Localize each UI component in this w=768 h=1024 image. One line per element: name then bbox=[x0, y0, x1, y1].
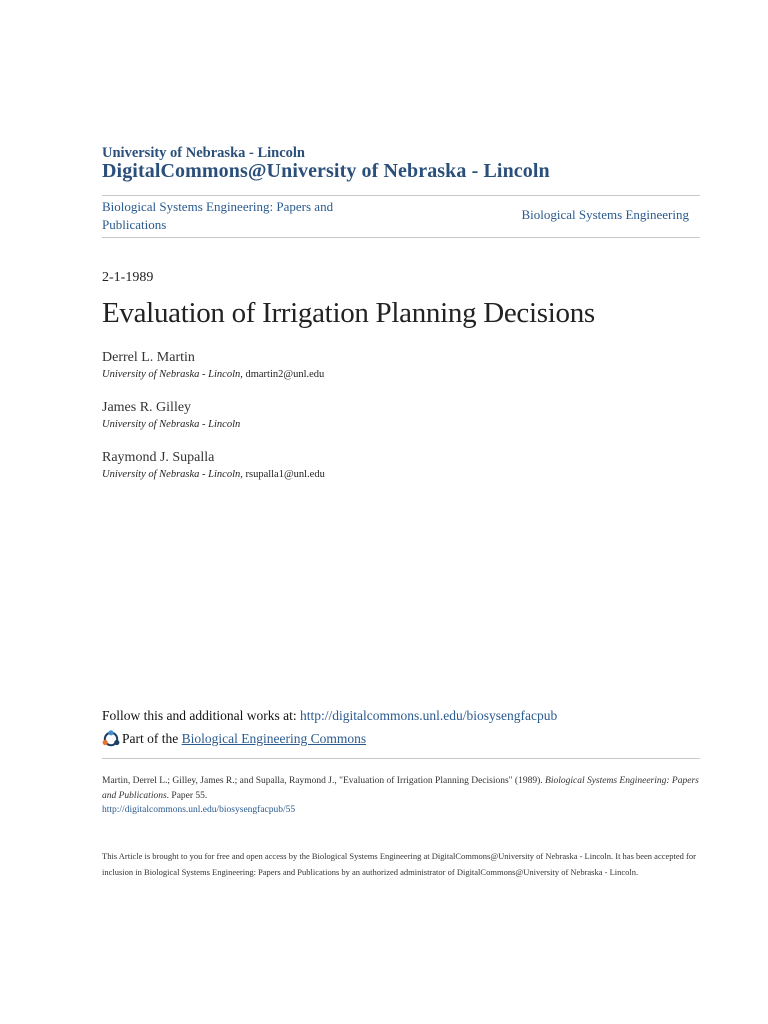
author-affiliation bbox=[102, 468, 325, 482]
affiliation-institution: University of Nebraska - Lincoln bbox=[102, 469, 241, 480]
author-block bbox=[102, 449, 325, 482]
author-email: , dmartin2@unl.edu bbox=[240, 369, 325, 380]
author-affiliation bbox=[102, 418, 240, 432]
repository-name[interactable]: DigitalCommons@University of Nebraska - Lincoln bbox=[102, 160, 550, 182]
publication-date: 2-1-1989 bbox=[102, 270, 154, 285]
author-name: Derrel L. Martin bbox=[102, 350, 195, 365]
author-email: , rsupalla1@unl.edu bbox=[240, 469, 325, 480]
part-of-line bbox=[102, 730, 366, 748]
commons-link[interactable]: Biological Engineering Commons bbox=[181, 731, 367, 746]
citation bbox=[102, 774, 700, 818]
author-name: Raymond J. Supalla bbox=[102, 450, 215, 465]
author-block bbox=[102, 399, 240, 432]
follow-url-link[interactable]: http://digitalcommons.unl.edu/biosysengfacpub bbox=[300, 708, 558, 723]
author-name: James R. Gilley bbox=[102, 400, 192, 415]
citation-text: Martin, Derrel L.; Gilley, James R.; and Supalla, Raymond J., "Evaluation of Irrigation Planning Decisions" (1989). bbox=[102, 776, 546, 786]
series-link[interactable]: Biological Systems Engineering: Papers and Publications bbox=[102, 199, 334, 232]
citation-journal: Biological Systems Engineering: Papers and Publications bbox=[102, 776, 699, 801]
divider bbox=[102, 195, 700, 196]
network-icon bbox=[102, 730, 120, 748]
department-link[interactable]: Biological Systems Engineering bbox=[521, 207, 689, 222]
affiliation-institution: University of Nebraska - Lincoln bbox=[102, 369, 241, 380]
institution-name[interactable]: University of Nebraska - Lincoln bbox=[102, 145, 305, 161]
author-block bbox=[102, 349, 324, 382]
author-affiliation bbox=[102, 368, 324, 382]
cover-page bbox=[102, 0, 700, 1024]
citation-paper: . Paper 55. bbox=[166, 790, 208, 801]
divider bbox=[102, 758, 700, 759]
part-of-prefix: Part of the bbox=[122, 731, 179, 746]
follow-prefix: Follow this and additional works at: bbox=[102, 708, 300, 723]
divider bbox=[102, 237, 700, 238]
affiliation-institution: University of Nebraska - Lincoln bbox=[102, 419, 241, 430]
follow-line bbox=[102, 708, 557, 724]
article-title: Evaluation of Irrigation Planning Decisions bbox=[102, 297, 595, 329]
citation-url-link[interactable]: http://digitalcommons.unl.edu/biosysengfacpub/55 bbox=[102, 805, 296, 815]
access-notice: This Article is brought to you for free and open access by the Biological Systems Engineering at DigitalCommons@University of Nebraska - Lincoln. It has been accepted for inclusion in Biological Systems Engineering: Papers and Publications by an authorized administrator of DigitalCommons@University of Nebraska - Lincoln. bbox=[102, 851, 696, 877]
